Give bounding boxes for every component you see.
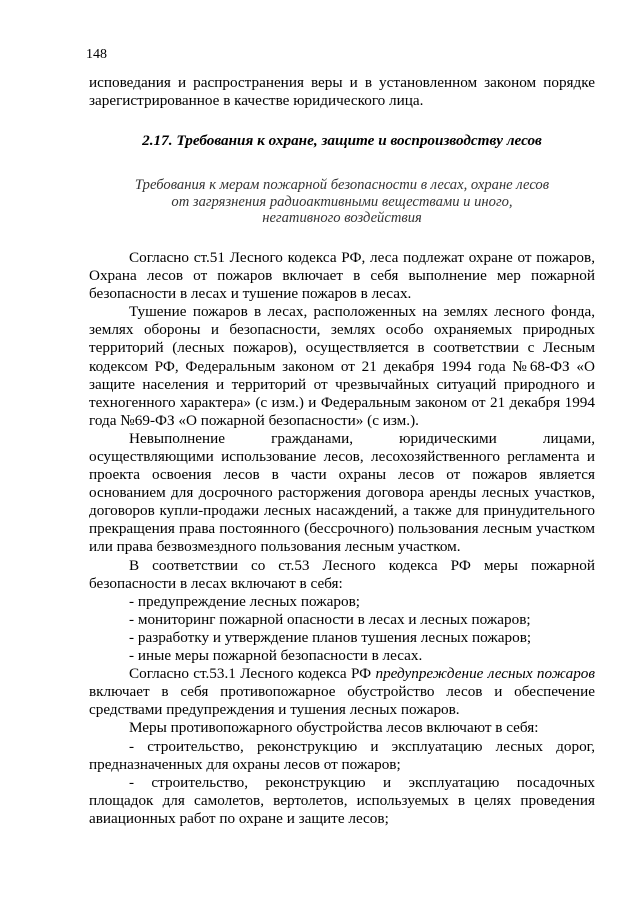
list-item: - строительство, реконструкцию и эксплуатацию посадочных площадок для самолетов, вертолетов, используемых в целях проведения авиационных работ по охране и защите лесов; bbox=[89, 773, 595, 827]
paragraph-article-53: В соответствии со ст.53 Лесного кодекса РФ меры пожарной безопасности в лесах включают в себя: bbox=[89, 556, 595, 592]
page-number: 148 bbox=[86, 47, 107, 62]
subsection-subtitle bbox=[89, 177, 595, 227]
list-item: - иные меры пожарной безопасности в лесах. bbox=[129, 647, 423, 665]
paragraph-continuation: исповедания и распространения веры и в установленном законом порядке зарегистрированное в качестве юридического лица. bbox=[89, 74, 595, 110]
list-item: - строительство, реконструкцию и эксплуатацию лесных дорог, предназначенных для охраны лесов от пожаров; bbox=[89, 737, 595, 773]
list-item: - мониторинг пожарной опасности в лесах и лесных пожаров; bbox=[129, 610, 531, 628]
list-item: - предупреждение лесных пожаров; bbox=[129, 592, 360, 610]
paragraph-fire-extinguishing: Тушение пожаров в лесах, расположенных на землях лесного фонда, землях обороны и безопасности, землях особо охраняемых природных территорий (лесных пожаров), осуществляется в соответствии с Лесным кодексом РФ, Федеральным законом от 21 декабря 1994 года №68-ФЗ «О защите населения и территорий от чрезвычайных ситуаций природного и техногенного характера» (с изм.) и Федеральным законом от 21 декабря 1994 года №69-ФЗ «О пожарной безопасности» (с изм.). bbox=[89, 303, 595, 429]
subtitle-line: от загрязнения радиоактивными веществами и иного, bbox=[171, 193, 513, 210]
section-title: 2.17. Требования к охране, защите и воспроизводству лесов bbox=[142, 132, 542, 150]
paragraph-article-53-1 bbox=[89, 665, 595, 719]
paragraph-non-compliance: Невыполнение гражданами, юридическими лицами, осуществляющими использование лесов, лесохозяйственного регламента и проекта освоения лесов в части охраны лесов от пожаров является основанием для досрочного расторжения договора аренды лесных участков, договоров купли-продажи лесных насаждений, а также для принудительного прекращения права постоянного (бессрочного) пользования лесным участком или права безвозмездного пользования лесным участком. bbox=[89, 429, 595, 556]
paragraph-text: Согласно ст.53.1 Лесного кодекса РФ bbox=[129, 665, 376, 683]
page-content bbox=[89, 74, 595, 828]
subtitle-line: негативного воздействия bbox=[262, 210, 422, 227]
paragraph-article-51: Согласно ст.51 Лесного кодекса РФ, леса подлежат охране от пожаров, Охрана лесов от пожаров включает в себя выполнение мер пожарной безопасности в лесах и тушение пожаров в лесах. bbox=[89, 248, 595, 303]
paragraph-text: включает в себя противопожарное обустройство лесов и обеспечение средствами предупреждения и тушения лесных пожаров. bbox=[89, 683, 595, 719]
subtitle-line: Требования к мерам пожарной безопасности в лесах, охране лесов bbox=[134, 177, 550, 194]
italic-term: предупреждение лесных пожаров bbox=[375, 665, 595, 683]
paragraph-fire-measures: Меры противопожарного обустройства лесов включают в себя: bbox=[129, 719, 539, 737]
list-item: - разработку и утверждение планов тушения лесных пожаров; bbox=[129, 628, 532, 646]
